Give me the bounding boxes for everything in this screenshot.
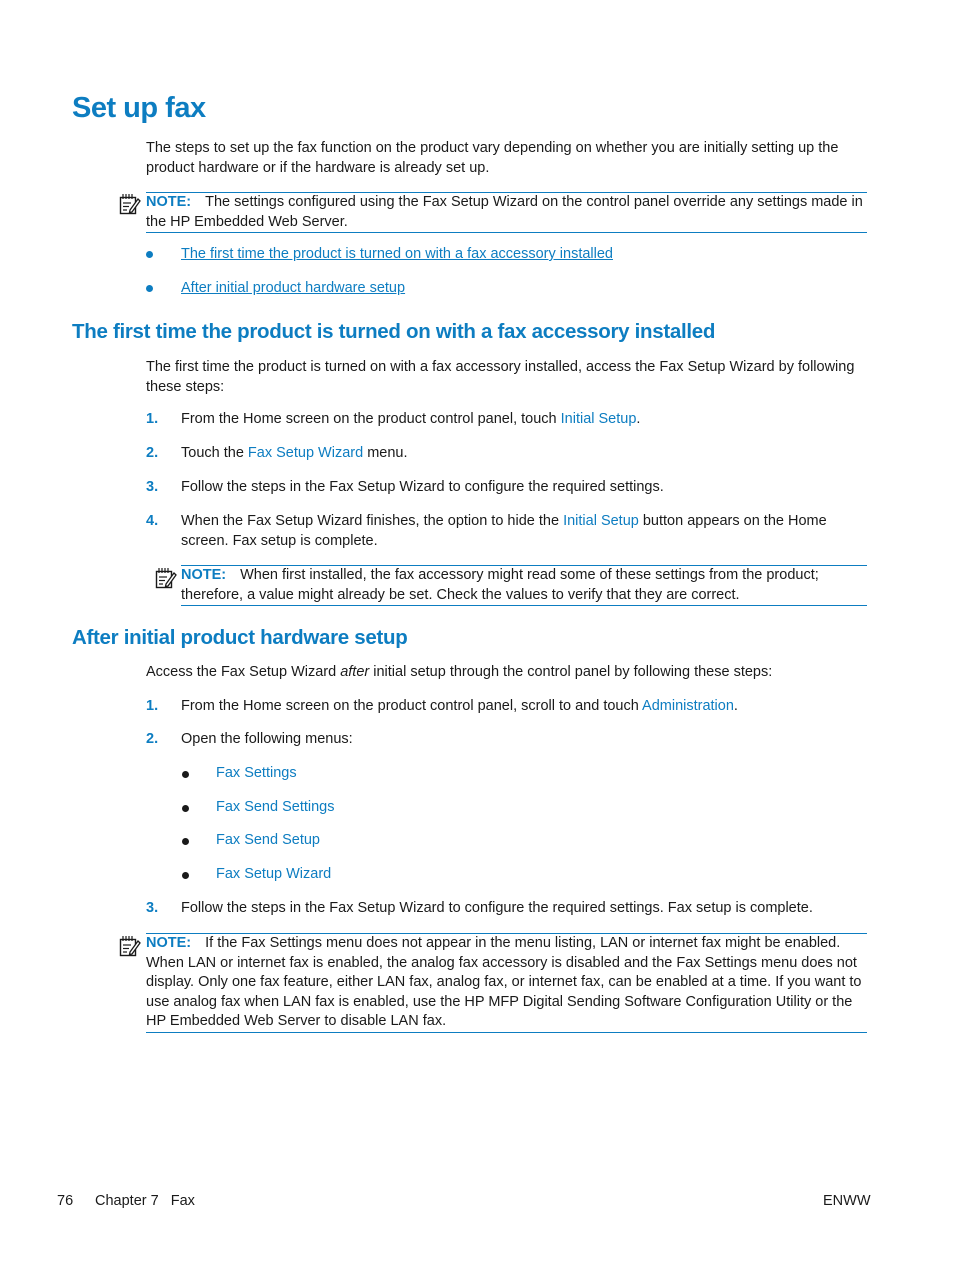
note-box bbox=[181, 565, 867, 606]
step-text: Follow the steps in the Fax Setup Wizard to configure the required settings. bbox=[181, 479, 664, 495]
section-heading-first-time: The first time the product is turned on with a fax accessory installed bbox=[72, 320, 716, 343]
bullet-icon bbox=[146, 251, 153, 258]
page-title: Set up fax bbox=[72, 92, 206, 124]
step-number: 3. bbox=[146, 479, 159, 495]
note-label: NOTE: bbox=[146, 194, 192, 210]
note-box bbox=[146, 933, 867, 1033]
menu-item: Fax Send Settings bbox=[216, 799, 335, 815]
bullet-icon bbox=[182, 805, 189, 812]
step-text: From the Home screen on the product control panel, touch Initial Setup. bbox=[181, 411, 641, 427]
menu-item: Fax Settings bbox=[216, 765, 297, 781]
footer-locale: ENWW bbox=[823, 1193, 871, 1209]
ui-term: Fax Setup Wizard bbox=[247, 445, 364, 461]
step-number: 1. bbox=[146, 411, 159, 427]
intro-paragraph: The steps to set up the fax function on the product vary depending on whether you are initially setting up the product hardware or if the hardware is already set up. bbox=[146, 140, 839, 176]
step-text: Open the following menus: bbox=[181, 731, 353, 747]
step-text: Touch the Fax Setup Wizard menu. bbox=[181, 445, 408, 461]
menu-item: Fax Setup Wizard bbox=[216, 866, 332, 882]
note-icon bbox=[119, 193, 141, 215]
section2-intro: Access the Fax Setup Wizard after initial setup through the control panel by following these steps: bbox=[146, 664, 773, 680]
note-text: If the Fax Settings menu does not appear in the menu listing, LAN or internet fax might be enabled. When LAN or internet fax is enabled, the analog fax accessory is disabled and the Fax Settings menu does not display. Only one fax feature, either LAN fax, analog fax, or internet fax, can be enabled at a time. If you want to use analog fax when LAN fax is enabled, use the HP MFP Digital Sending Software Configuration Utility or the HP Embedded Web Server to disable LAN fax. bbox=[146, 935, 862, 1029]
toc-link-first-time[interactable]: The first time the product is turned on with a fax accessory installed bbox=[181, 246, 613, 262]
step-number: 3. bbox=[146, 900, 159, 916]
ui-term: Administration bbox=[642, 698, 734, 714]
menu-item: Fax Send Setup bbox=[216, 832, 320, 848]
note-label: NOTE: bbox=[146, 935, 192, 951]
footer-chapter: Chapter 7 Fax bbox=[95, 1193, 195, 1209]
step-number: 4. bbox=[146, 513, 159, 529]
bullet-icon bbox=[182, 771, 189, 778]
ui-term: Initial Setup bbox=[560, 411, 637, 427]
note-text: The settings configured using the Fax Setup Wizard on the control panel override any settings made in the HP Embedded Web Server. bbox=[146, 194, 863, 230]
step-number: 2. bbox=[146, 731, 159, 747]
step-number: 2. bbox=[146, 445, 159, 461]
section1-intro: The first time the product is turned on with a fax accessory installed, access the Fax Setup Wizard by following these steps: bbox=[146, 359, 855, 395]
step-number: 1. bbox=[146, 698, 159, 714]
note-label: NOTE: bbox=[181, 567, 227, 583]
step-text: From the Home screen on the product control panel, scroll to and touch Administration. bbox=[181, 698, 738, 714]
ui-term: Initial Setup bbox=[563, 513, 639, 529]
bullet-icon bbox=[182, 838, 189, 845]
note-box bbox=[146, 192, 867, 233]
section-heading-after-setup: After initial product hardware setup bbox=[72, 626, 408, 649]
toc-link-after-setup[interactable]: After initial product hardware setup bbox=[181, 280, 406, 296]
note-icon bbox=[155, 567, 177, 589]
bullet-icon bbox=[182, 872, 189, 879]
note-text: When first installed, the fax accessory might read some of these settings from the product; therefore, a value might already be set. Check the values to verify that they are correct. bbox=[181, 567, 819, 603]
step-text: Follow the steps in the Fax Setup Wizard to configure the required settings. Fax setup is complete. bbox=[181, 900, 813, 916]
page-number: 76 bbox=[57, 1193, 74, 1209]
bullet-icon bbox=[146, 285, 153, 292]
note-icon bbox=[119, 935, 141, 957]
step-text: When the Fax Setup Wizard finishes, the option to hide the Initial Setup button appears on the Home screen. Fax setup is complete. bbox=[181, 513, 827, 549]
